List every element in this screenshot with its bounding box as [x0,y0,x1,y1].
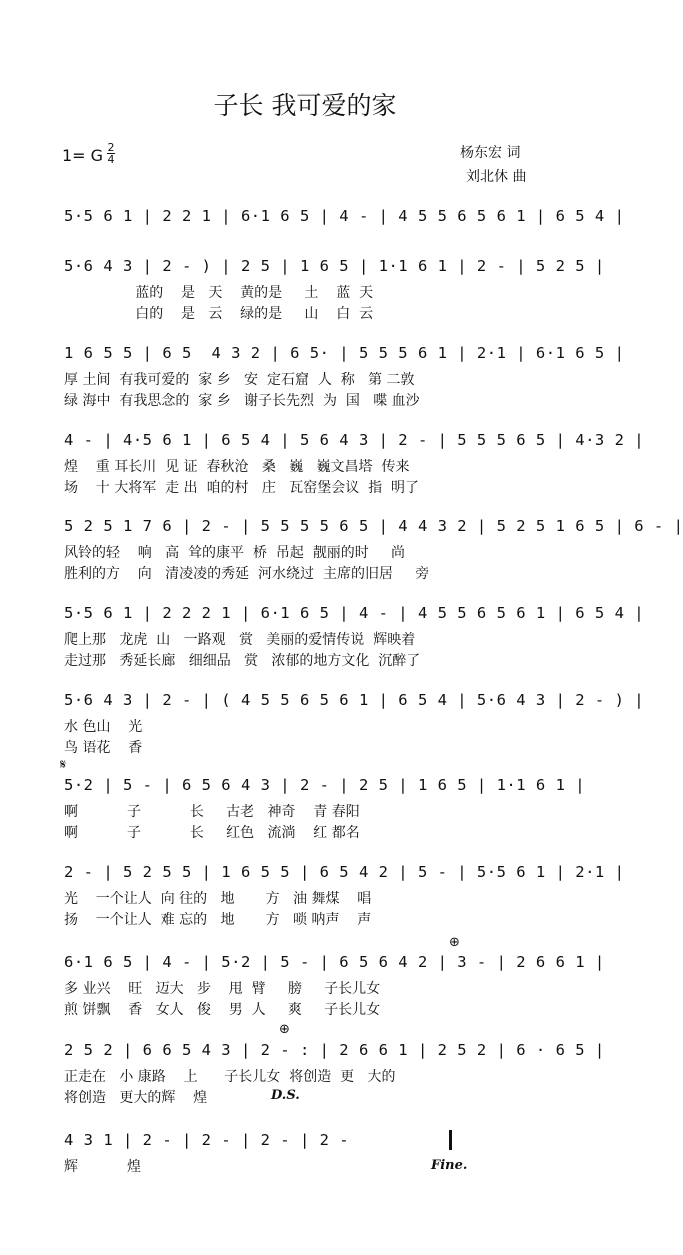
final-barline [449,1130,452,1150]
lyric-verse-1: 厚 土间 有我可爱的 家 乡 安 定石窟 人 称 第 二敦 [64,372,415,388]
lyric-verse-1: 蓝的 是 天 黄的是 土 蓝 天 [64,285,374,301]
lyric-verse-2: 胜利的方 向 清凌凌的秀延 河水绕过 主席的旧居 旁 [64,566,430,582]
lyric-verse-1: 风铃的轻 响 高 耸的康平 桥 吊起 靓丽的时 尚 [64,545,406,561]
notation: 5·6 4 3 | 2 - | ( 4 5 5 6 5 6 1 | 6 5 4 | 5·6 4 3 | 2 - ) | [64,691,645,709]
lyric-verse-2: 将创造 更大的辉 煌 [64,1090,208,1106]
coda-sign-2: ⊕ [279,1022,290,1037]
notation: 2 - | 5 2 5 5 | 1 6 5 5 | 6 5 4 2 | 5 - | 5·5 6 1 | 2·1 | [64,863,625,881]
song-title: 子长 我可爱的家 [213,91,397,120]
lyric-verse-1: 水 色山 光 [64,719,143,735]
notation: 6·1 6 5 | 4 - | 5·2 | 5 - | 6 5 6 4 2 | 3 - | 2 6 6 1 | [64,953,605,971]
lyric-verse-2: 扬 一个让人 难 忘的 地 方 唢 呐声 声 [64,912,372,928]
notation: 5·5 6 1 | 2 2 2 1 | 6·1 6 5 | 4 - | 4 5 5 6 5 6 1 | 6 5 4 | [64,604,645,622]
notation: 5·6 4 3 | 2 - ) | 2 5 | 1 6 5 | 1·1 6 1 | 2 - | 5 2 5 | [64,257,605,275]
lyric-verse-2: 啊 子 长 红色 流淌 红 都名 [64,825,360,841]
lyric-verse-1: 煌 重 耳长川 见 证 春秋沧 桑 巍 巍文昌塔 传来 [64,459,410,475]
key-signature: 1= G [62,146,104,165]
notation: 4 - | 4·5 6 1 | 6 5 4 | 5 6 4 3 | 2 - | 5 5 5 6 5 | 4·3 2 | [64,431,645,449]
lyric-verse-1: 啊 子 长 古老 神奇 青 春阳 [64,804,360,820]
ds-mark: D.S. [271,1088,300,1103]
lyric-verse-2: 走过那 秀延长廊 细细品 赏 浓郁的地方文化 沉醉了 [64,653,421,669]
notation: 5·2 | 5 - | 6 5 6 4 3 | 2 - | 2 5 | 1 6 5 | 1·1 6 1 | [64,776,586,794]
time-signature [107,142,115,165]
time-sig-bottom: 4 [107,153,115,166]
lyric-verse-1: 光 一个让人 向 往的 地 方 油 舞煤 唱 [64,891,372,907]
notation: 4 3 1 | 2 - | 2 - | 2 - | 2 - [64,1131,350,1149]
time-sig-top: 2 [107,141,115,154]
lyric-verse-1: 多 业兴 旺 迈大 步 甩 臂 膀 子长儿女 [64,981,381,997]
notation: 1 6 5 5 | 6 5 4 3 2 | 6 5· | 5 5 5 6 1 | 2·1 | 6·1 6 5 | [64,344,625,362]
notation: 5·5 6 1 | 2 2 1 | 6·1 6 5 | 4 - | 4 5 5 6 5 6 1 | 6 5 4 | [64,207,625,225]
notation: 2 5 2 | 6 6 5 4 3 | 2 - : | 2 6 6 1 | 2 5 2 | 6 · 6 5 | [64,1041,605,1059]
coda-sign: ⊕ [449,935,460,950]
fine-mark: Fine. [431,1158,468,1173]
composer: 刘北休 曲 [466,169,527,185]
notation: 5 2 5 1 7 6 | 2 - | 5 5 5 5 6 5 | 4 4 3 2 | 5 2 5 1 6 5 | 6 - | [64,517,683,535]
lyric-verse-2: 煎 饼飘 香 女人 俊 男 人 爽 子长儿女 [64,1002,381,1018]
segno-sign: 𝄋 [60,757,67,773]
lyric-verse-2: 绿 海中 有我思念的 家 乡 谢子长先烈 为 国 喋 血沙 [64,393,420,409]
lyric-verse-1: 正走在 小 康路 上 子长儿女 将创造 更 大的 [64,1069,396,1085]
lyric-verse-2: 白的 是 云 绿的是 山 白 云 [64,306,374,322]
lyric-verse-2: 鸟 语花 香 [64,740,143,756]
lyricist: 杨东宏 词 [460,145,521,161]
lyric-verse-1: 辉 煌 [64,1159,141,1175]
lyric-verse-1: 爬上那 龙虎 山 一路观 赏 美丽的爱情传说 辉映着 [64,632,416,648]
lyric-verse-2: 场 十 大将军 走 出 咱的村 庄 瓦窑堡会议 指 明了 [64,480,420,496]
